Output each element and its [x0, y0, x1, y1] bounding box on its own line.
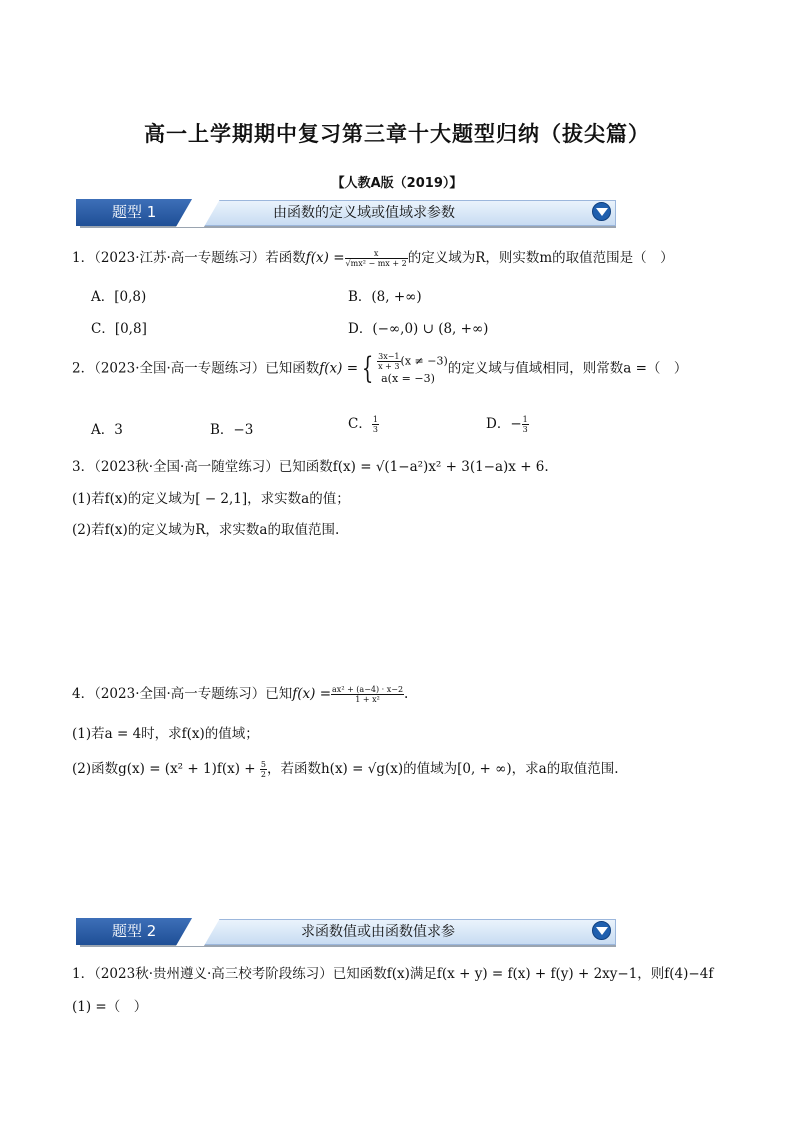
question-1-1: [72, 246, 674, 268]
document-title: 高一上学期期中复习第三章十大题型归纳（拔尖篇）: [144, 122, 650, 146]
option-d: D．(−∞,0) ∪ (8, +∞): [348, 321, 489, 337]
question-1-4: [72, 682, 408, 704]
question-text-tail: 的定义域为R，则实数m的取值范围是（ ）: [407, 250, 674, 266]
question-text: 2．（2023·全国·高一专题练习）已知函数: [72, 360, 320, 377]
question-2-1-cont: (1) =（ ）: [72, 999, 148, 1015]
question-text: 4．（2023·全国·高一专题练习）已知: [72, 686, 293, 702]
piece-second: a(x = −3): [381, 372, 435, 385]
fraction-denominator: 3: [372, 425, 378, 434]
sub-question-2: (2)若f(x)的定义域为R，求实数a的取值范围.: [72, 522, 340, 538]
option-a: A．[0,8): [91, 289, 147, 305]
section-banner-1: [76, 199, 614, 226]
collapse-arrow-icon[interactable]: [592, 202, 611, 221]
question-2-1: 1．（2023秋·贵州遵义·高三校考阶段练习）已知函数f(x)满足f(x + y) = f(x) + f(y) + 2xy−1，则f(4)−4f: [72, 966, 714, 982]
formula-lhs: f(x) =: [319, 360, 359, 377]
option-b: B．(8, +∞): [348, 289, 422, 305]
fraction: [331, 685, 404, 704]
fraction-denominator: x + 3: [378, 362, 400, 371]
question-1-2: [72, 352, 687, 386]
sub-question-1: (1)若a = 4时，求f(x)的值域；: [72, 726, 259, 742]
fraction: [522, 415, 529, 434]
section-banner-2: [76, 918, 614, 945]
fraction-numerator: ax² + (a−4) · x−2: [332, 685, 404, 694]
option-b: B．−3: [210, 422, 254, 438]
fraction-denominator: 3: [522, 425, 528, 434]
section-tag: 题型 2: [76, 918, 196, 945]
piece-condition: (x ≠ −3): [400, 354, 448, 368]
fraction-numerator: 1: [372, 415, 378, 424]
fraction-numerator: 3x−1: [378, 352, 400, 361]
piecewise: [377, 352, 448, 386]
question-text-tail: 的定义域与值域相同，则常数a =（ ）: [447, 360, 688, 377]
fraction-numerator: x: [345, 249, 408, 259]
option-c: C．[0,8]: [91, 321, 147, 337]
option-label: C．: [348, 416, 372, 432]
fraction-numerator: 5: [260, 760, 266, 769]
sub-question-1: (1)若f(x)的定义域为[ − 2,1]，求实数a的值；: [72, 491, 350, 507]
fraction-denominator: 2: [260, 770, 266, 779]
fraction: [377, 352, 400, 371]
formula-lhs: f(x) =: [292, 686, 332, 702]
section-tag: 题型 1: [76, 199, 196, 226]
option-c: [348, 412, 379, 434]
sub-question-text-tail: ，若函数h(x) = √g(x)的值域为[0, + ∞)，求a的取值范围.: [266, 761, 619, 777]
option-a: A．3: [91, 422, 123, 438]
question-1-3: 3．（2023秋·全国·高一随堂练习）已知函数f(x) = √(1−a²)x² + 3(1−a)x + 6.: [72, 459, 549, 475]
fraction-denominator: 1 + x²: [355, 695, 380, 704]
formula-lhs: f(x) =: [305, 250, 345, 266]
fraction: [345, 249, 408, 268]
collapse-arrow-icon[interactable]: [592, 921, 611, 940]
brace-symbol: {: [361, 351, 374, 386]
fraction-numerator: 1: [522, 415, 528, 424]
fraction-denominator: √mx² − mx + 2: [345, 259, 407, 268]
sub-question-text: (2)函数g(x) = (x² + 1)f(x) +: [72, 761, 260, 777]
section-heading: 由函数的定义域或值域求参数: [204, 200, 616, 226]
sub-question-2: [72, 757, 619, 779]
fraction: [372, 415, 379, 434]
option-label: D．−: [486, 416, 522, 432]
question-text: 1．（2023·江苏·高一专题练习）若函数: [72, 250, 306, 266]
question-text-tail: .: [404, 686, 409, 702]
section-heading: 求函数值或由函数值求参: [204, 919, 616, 945]
fraction: [260, 760, 267, 779]
option-d: [486, 412, 529, 434]
edition-label: 【人教A版（2019）】: [331, 176, 463, 191]
